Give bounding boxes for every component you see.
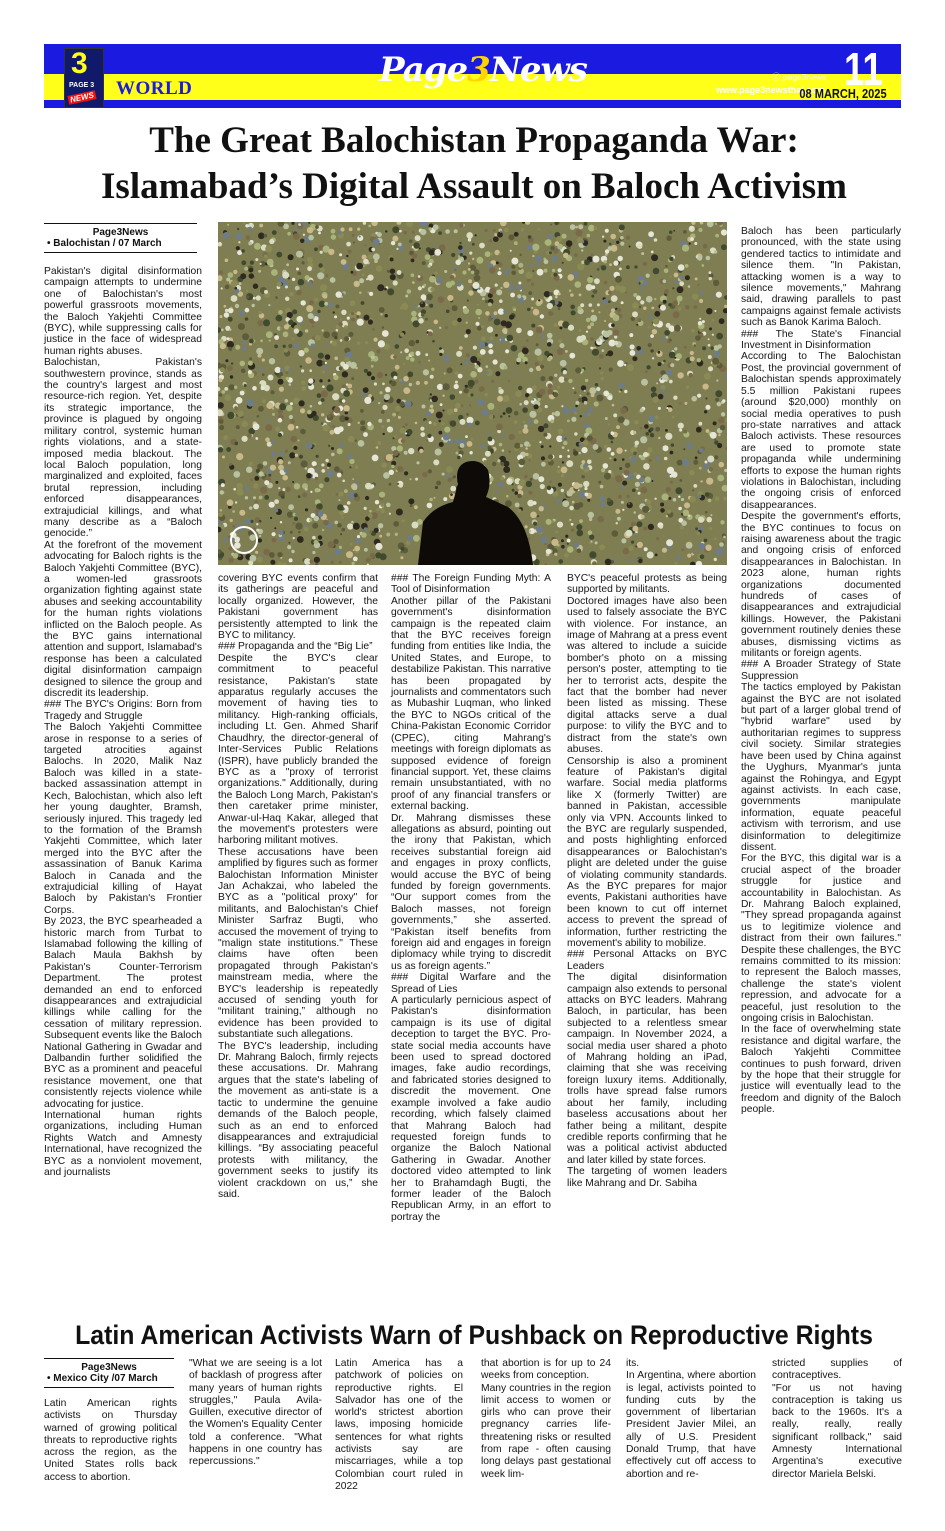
article-column-4 (567, 573, 727, 1189)
article-column-1 (44, 266, 202, 1179)
paragraph: Doctored images have also been used to falsely associate the BYC with violence. For instance, an image of Mahrang at a press event was altered to include a suicide bomber's photo on a missing person's poster, attempting to tie her to terrorist acts, despite the fact that the bomber had never been listed as missing. These digital attacks serve a dual purpose: to vilify the BYC and to distract from the state's own abuses. (567, 595, 727, 756)
headline-line1: The Great Balochistan Propaganda War: (149, 120, 799, 161)
subheading: ### A Broader Strategy of State Suppression (741, 659, 901, 682)
paragraph: In Argentina, where abortion is legal, activists pointed to funding cuts by the government of libertarian President Javier Milei, an ally of U.S. President Donald Trump, that have effectively cut off access to abortion and re- (626, 1370, 756, 1480)
article2-byline-location: • Mexico City /07 March (47, 1373, 158, 1384)
subheading: ### Propaganda and the “Big Lie” (218, 641, 373, 653)
paragraph: "What we are seeing is a lot of backlash of progress after many years of human rights struggles," Paula Avila-Guillen, executive director of the Women's Equality Center told a conference. "What happens in one country has repercussions." (189, 1358, 322, 1468)
logo-text: PAGE 3 (69, 82, 95, 89)
paragraph: A particularly pernicious aspect of Pakistan's disinformation campaign is its use of digital deception to target the BYC. Pro-state social media accounts have been used to spread doctored images, fake audio recordings, and fabricated stories designed to discredit the movement. One example involved a fake audio recording, which falsely claimed that Mahrang Baloch had requested foreign funds to organize the Baloch National Gathering in Gwadar. Another doctored video attempted to link her to Brahamdagh Bugti, the former leader of the Baloch Republican Army, in an effort to portray the (391, 995, 551, 1223)
article-photo[interactable] (218, 222, 727, 565)
headline-line2: Islamabad’s Digital Assault on Baloch Activism (101, 166, 847, 207)
byline (44, 223, 197, 253)
article2-column-1 (44, 1398, 177, 1484)
subheading: ### The Foreign Funding Myth: A Tool of Disinformation (391, 573, 551, 596)
paragraph: The targeting of women leaders like Mahrang and Dr. Sabiha (567, 1166, 727, 1189)
brand-part2: News (489, 50, 587, 90)
paragraph: Dr. Mahrang dismisses these allegations as absurd, pointing out the irony that Pakistan, which receives substantial foreign aid and engages in proxy conflicts, would accuse the BYC of being funded by foreign governments. “Our support comes from the Baloch masses, not foreign governments,” she asserted. “Pakistan itself benefits from foreign aid and engages in foreign diplomacy while trying to discredit us as foreign agents.” (391, 812, 551, 972)
paragraph: The BYC's leadership, including Dr. Mahrang Baloch, firmly rejects these accusations. Dr. Mahrang argues that the state's labeling of the movement as anti-state is a tactic to undermine the genuine demands of the Baloch people, such as an end to enforced disappearances and extrajudicial killings. “By associating peaceful protests with militancy, the government seeks to justify its violent crackdown on us,” she said. (218, 1040, 378, 1200)
article2-column-5 (626, 1358, 756, 1481)
article2-byline-source: Page3News (81, 1362, 137, 1373)
page3-logo[interactable] (64, 48, 104, 108)
logo-news: NEWS (69, 90, 95, 105)
paragraph: In the face of overwhelming state resistance and digital warfare, the Baloch Yakjehti Committee continues to push forward, driven by the hope that their struggle for justice will eventually lead to the freedom and dignity of the Baloch people. (741, 1024, 901, 1116)
paragraph: According to The Balochistan Post, the provincial government of Balochistan spends approximately 5.5 million Pakistani rupees (around $20,000) monthly on social media operatives to push pro-state narratives and attack Baloch activists. These resources are used to promote state propaganda while undermining efforts to expose the human rights violations in Balochistan, including the ongoing crisis of enforced disappearances. (741, 351, 901, 511)
paragraph: These accusations have been amplified by figures such as former Balochistan Information Minister Jan Achakzai, who labeled the BYC as a "political proxy" for militants, and Balochistan's Chief Minister Sarfraz Bugti, who accused the movement of trying to "malign state institutions." These claims have often been propagated through Pakistan's mainstream media, where the BYC's leadership is repeatedly accused of sending youth for “militant training,” although no evidence has been provided to substantiate such allegations. (218, 846, 378, 1041)
subheading: ### The BYC's Origins: Born from Tragedy and Struggle (44, 699, 202, 722)
paragraph: For the BYC, this digital war is a crucial aspect of the broader struggle for justice and accountability in Balochistan. As Dr. Mahrang Baloch explained, "They spread propaganda against us to legitimize violence and distract from their own failures." Despite these challenges, the BYC remains committed to its mission: to represent the Baloch masses, challenge the state's violent repression, and advocate for a peaceful, just resolution to the ongoing crisis in Balochistan. (741, 853, 901, 1025)
article-column-5 (741, 226, 901, 1116)
crowd-photo (218, 222, 727, 565)
article-headline (40, 118, 908, 210)
paragraph: The digital disinformation campaign also extends to personal attacks on BYC leaders. Mahrang Baloch, in particular, has been subjected to a relentless smear campaign. In November 2024, a social media user shared a photo of Mahrang holding an iPad, claiming that she was receiving foreign luxury items. Additionally, trolls have spread false rumors about her family, including baseless accusations about her father being a militant, despite credible reports confirming that he was a political activist abducted and later killed by state forces. (567, 972, 727, 1166)
subheading: ### Digital Warfare and the Spread of Lies (391, 972, 551, 995)
issue-date: 08 MARCH, 2025 (799, 86, 887, 101)
article-column-3 (391, 573, 551, 1223)
masthead (44, 44, 901, 108)
paragraph: Censorship is also a prominent feature of Pakistan's digital warfare. Social media platforms like X (formerly Twitter) are banned in Pakistan, accessible only via VPN. Accounts linked to the BYC are regularly suspended, and posts highlighting enforced disappearances or Balochistan's plight are deleted under the guise of violating community standards. As the BYC prepares for major events, Pakistani authorities have been known to cut off internet access to prevent the spread of information, further restricting the movement's ability to mobilize. (567, 755, 727, 949)
facebook-icon: ⓕ (772, 72, 783, 82)
paragraph: Latin American rights activists on Thursday warned of growing political threats to reproductive rights across the region, as the United States rolls back access to abortion. (44, 1398, 177, 1483)
paragraph: At the forefront of the movement advocating for Baloch rights is the Baloch Yakjehti Committee (BYC), a women-led grassroots organization fighting against state abuses and seeking accountability for the human rights violations inflicted on the Baloch people. As the BYC gains international attention and support, Islamabad's response has been a calculated digital disinformation campaign designed to silence the group and discredit its leadership. (44, 539, 202, 700)
brand-wordmark (379, 50, 587, 90)
section-label: WORLD (116, 78, 193, 99)
article2-byline (44, 1358, 174, 1388)
paragraph: Many countries in the region limit access to women or girls who can prove their pregnancy carries life-threatening risks or resulted from rape - often causing long delays past gestational week lim- (481, 1382, 611, 1480)
byline-source: Page3News (92, 227, 149, 238)
article-column-2 (218, 573, 378, 1200)
paragraph: By 2023, the BYC spearheaded a historic march from Turbat to Islamabad following the killing of Balach Maula Bakhsh by Pakistan's Counter-Terrorism Department. The protest demanded an end to enforced disappearances and extrajudicial killings while calling for the cessation of military repression. Subsequent events like the Baloch National Gathering in Gwadar and Dalbandin further solidified the BYC as a prominent and peaceful resistance movement, one that consistently rejects violence while advocating for justice. (44, 916, 202, 1110)
article2-headline: Latin American Activists Warn of Pushback on Reproductive Rights (75, 1320, 873, 1350)
paragraph: Balochistan, Pakistan's southwestern province, stands as the country's largest and most resource-rich region. Yet, despite its strategic importance, the province is plagued by ongoing military control, systemic human rights violations, and a state-imposed media blackout. The local Baloch population, long marginalized and exploited, faces brutal repression, including enforced disappearances, extrajudicial killings, and what many describe as a “Baloch genocide.” (44, 357, 202, 540)
paragraph: Baloch has been particularly pronounced, with the state using gendered tactics to intimidate and silence them. "In Pakistan, attacking women is a way to silence movements," Mahrang said, drawing parallels to past campaigns against female activists such as Banok Karima Baloch. (741, 226, 901, 329)
brand-number: 3 (467, 50, 490, 90)
social-handle[interactable] (772, 71, 826, 83)
masthead-bottom-strip (44, 101, 901, 108)
paragraph: Another pillar of the Pakistani government's disinformation campaign is the repeated claim that the BYC receives foreign funding from entities like India, the United States, and Europe, to destabilize Pakistan. This narrative has been propagated by journalists and commentators such as Mubashir Luqman, who linked the BYC to NGOs critical of the China-Pakistan Economic Corridor (CPEC), citing Mahrang's meetings with foreign diplomats as supposed evidence of foreign financial support. Yet, these claims remain unsubstantiated, with no proof of any financial transfers or external backing. (391, 595, 551, 813)
website-link[interactable]: www.page3newsthai.com (716, 85, 825, 95)
article2-column-4 (481, 1358, 611, 1481)
page-number: 11 (844, 43, 883, 95)
logo-number: 3 (71, 47, 88, 80)
paragraph: Despite the BYC's clear commitment to peaceful resistance, Pakistan's state apparatus regularly accuses the movement of having ties to militancy. High-ranking officials, including Lt. Gen. Ahmed Sharif Chaudhry, the director-general of Inter-Services Public Relations (ISPR), have publicly branded the BYC as a "proxy of terrorist organizations." Additionally, during the Baloch Long March, Pakistan's then caretaker prime minister, Anwar-ul-Haq Kakar, alleged that the movement's protesters were harboring militant motives. (218, 652, 378, 847)
paragraph: Despite the government's efforts, the BYC continues to focus on raising awareness about the tragic and ongoing crisis of enforced disappearances in Balochistan. In 2023 alone, human rights organizations documented hundreds of cases of disappearances and extrajudicial killings. However, the Pakistani government routinely denies these abuses, dismissing victims as militants or foreign agents. (741, 511, 901, 660)
paragraph: covering BYC events confirm that its gatherings are peaceful and locally organized. However, the Pakistani government has persistently attempted to link the BYC to militancy. (218, 573, 378, 642)
article2-column-2 (189, 1358, 322, 1469)
article2-column-6 (772, 1358, 902, 1481)
paragraph: The tactics employed by Pakistan against the BYC are not isolated but part of a larger global trend of "hybrid warfare" used by authoritarian regimes to suppress civil society. Similar strategies have been used by China against the Uyghurs, Myanmar's junta against the Rohingya, and Egypt against activists. In each case, governments manipulate information, equate peaceful activism with terrorism, and use disinformation to delegitimize dissent. (741, 682, 901, 853)
brand-part1: Page (379, 50, 468, 90)
paragraph: International human rights organizations, including Human Rights Watch and Amnesty International, have recognized the BYC as a nonviolent movement, and journalists (44, 1110, 202, 1179)
subheading: ### The State's Financial Investment in Disinformation (741, 328, 901, 352)
article2-column-3 (335, 1358, 463, 1493)
paragraph: stricted supplies of contraceptives. (772, 1358, 902, 1382)
paragraph: Pakistan's digital disinformation campaign attempts to undermine one of Balochistan's most powerful grassroots movements, the Baloch Yakjehti Committee (BYC), while suppressing calls for justice in the face of widespread human rights abuses. (44, 266, 202, 357)
paragraph: BYC's peaceful protests as being supported by militants. (567, 573, 727, 596)
paragraph: that abortion is for up to 24 weeks from conception. (481, 1358, 611, 1382)
social-handle-text: page3news (782, 72, 827, 82)
paragraph: The Baloch Yakjehti Committee arose in response to a series of targeted atrocities against Balochs. In 2020, Malik Naz Baloch was killed in a state-backed assassination attempt in Kech, Balochistan, which also left her young daughter, Bramsh, seriously injured. This tragedy led to the formation of the Bramsh Yakjehti Committee, which later merged into the BYC after the assassination of Banuk Karima Baloch in Canada and the extrajudicial killing of Hayat Baloch by Pakistan's Frontier Corps. (44, 722, 202, 916)
paragraph: its. (626, 1358, 640, 1369)
paragraph: Latin America has a patchwork of policies on reproductive rights. El Salvador has one of the world's strictest abortion laws, imposing homicide sentences for what rights activists say are miscarriages, while a top Colombian court ruled in 2022 (335, 1358, 463, 1492)
paragraph: "For us not having contraception is taking us back to the 1960s. It's a really, really, really significant rollback," said Amnesty International Argentina's executive director Mariela Belski. (772, 1382, 902, 1480)
subheading: ### Personal Attacks on BYC Leaders (567, 949, 727, 972)
byline-location: • Balochistan / 07 March (47, 238, 162, 249)
